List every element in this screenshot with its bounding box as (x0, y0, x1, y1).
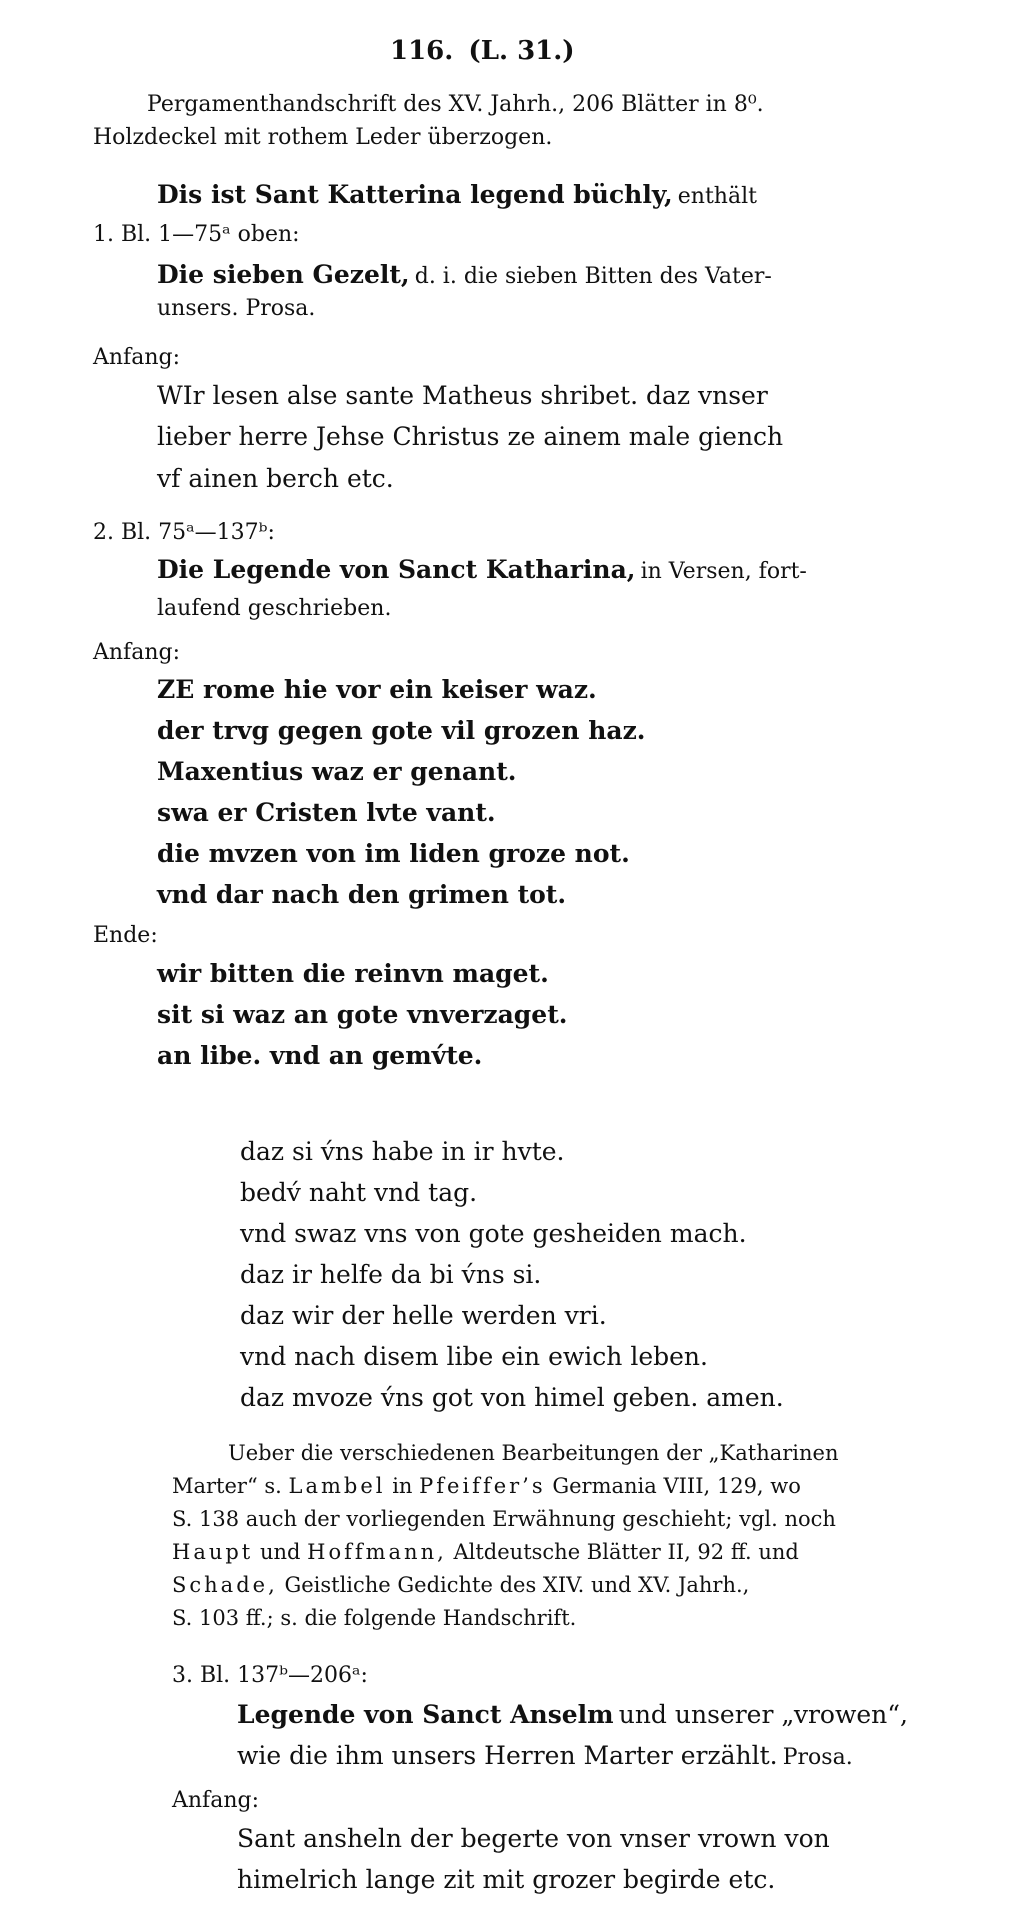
note-line-4 (172, 1542, 799, 1563)
section2-title-bold: Die Legende von Sanct Katharina, (157, 555, 636, 584)
section2-anfang-line: die mvzen von im liden groze not. (157, 839, 630, 868)
section1-ref: 1. Bl. 1—75ᵃ oben: (93, 222, 300, 247)
section2-anfang-line: Maxentius waz er genant. (157, 757, 517, 786)
note-text: Altdeutsche Blätter II, 92 ff. und (453, 1540, 799, 1564)
note-text: Marter“ s. (172, 1474, 282, 1498)
intro-line-2: Holzdeckel mit rothem Leder überzogen. (93, 125, 553, 150)
note-text: Germania VIII, 129, wo (552, 1474, 801, 1498)
page-number: 116. (390, 36, 454, 66)
note-text: Geistliche Gedichte des XIV. und XV. Jahrh., (284, 1573, 750, 1597)
section2-title (157, 557, 807, 583)
heading-bold: Dis ist Sant Katterina legend büchly, (157, 180, 673, 209)
note-line-5 (172, 1575, 749, 1596)
section2-title-line2: laufend geschrieben. (157, 596, 392, 621)
note-line-6: S. 103 ff.; s. die folgende Handschrift. (172, 1606, 577, 1630)
section1-anfang-label: Anfang: (93, 345, 180, 370)
section2-ende-line: wir bitten die reinvn maget. (157, 959, 549, 988)
intro-line-1: Pergamenthandschrift des XV. Jahrh., 206 Blätter in 8⁰. (147, 92, 764, 117)
note-author: Hoffmann, (307, 1540, 447, 1564)
section2-title-rest: in Versen, fort- (640, 559, 807, 584)
section2-anfang-line: ZE rome hie vor ein keiser waz. (157, 675, 597, 704)
section3-title-line2-prosa: Prosa. (782, 1745, 853, 1770)
section2-anfang-line: der trvg gegen gote vil grozen haz. (157, 716, 646, 745)
section1-title-line2: unsers. Prosa. (157, 296, 316, 321)
section1-title-rest: d. i. die sieben Bitten des Vater- (414, 264, 772, 289)
section1-anfang-line: WIr lesen alse sante Matheus shribet. daz vnser (157, 381, 768, 410)
note-line-1: Ueber die verschiedenen Bearbeitungen der „Katharinen (228, 1441, 839, 1465)
section2-anfang-line: swa er Cristen lvte vant. (157, 798, 496, 827)
section2-ende-label: Ende: (93, 923, 158, 948)
note-author: Schade, (172, 1573, 278, 1597)
section2-ende-line: an libe. vnd an gemv́te. (157, 1041, 483, 1070)
note-author: Pfeiffer’s (419, 1474, 546, 1498)
note-author: Lambel (288, 1474, 386, 1498)
section3-title-line2 (237, 1743, 853, 1769)
section3-title-line2-text: wie die ihm unsers Herren Marter erzählt. (237, 1741, 778, 1770)
section3-ref: 3. Bl. 137ᵇ—206ᵃ: (172, 1663, 368, 1688)
section2-continuation-line: bedv́ naht vnd tag. (240, 1178, 478, 1207)
section2-continuation-line: daz ir helfe da bi v́ns si. (240, 1260, 542, 1289)
section1-anfang-line: lieber herre Jehse Christus ze ainem male giench (157, 422, 784, 451)
section2-ende-line: sit si waz an gote vnverzaget. (157, 1000, 568, 1029)
section3-title (237, 1702, 908, 1727)
heading-rest: enthält (677, 184, 757, 209)
section2-ref: 2. Bl. 75ᵃ—137ᵇ: (93, 520, 275, 545)
section3-title-rest: und unserer „vrowen“, (618, 1700, 909, 1729)
section3-anfang-label: Anfang: (172, 1788, 259, 1813)
section2-continuation-line: vnd nach disem libe ein ewich leben. (240, 1342, 708, 1371)
shelf-mark: (L. 31.) (468, 36, 575, 66)
section2-continuation-line: vnd swaz vns von gote gesheiden mach. (240, 1219, 747, 1248)
section3-anfang-line: Sant ansheln der begerte von vnser vrown von (237, 1824, 830, 1853)
section1-title-bold: Die sieben Gezelt, (157, 260, 410, 289)
section2-continuation-line: daz mvoze v́ns got von himel geben. amen. (240, 1383, 784, 1412)
note-line-3: S. 138 auch der vorliegenden Erwähnung geschieht; vgl. noch (172, 1507, 836, 1531)
note-text: in (392, 1474, 413, 1498)
note-author: Haupt (172, 1540, 254, 1564)
note-line-2 (172, 1476, 801, 1497)
section1-title (157, 262, 772, 288)
section3-title-bold: Legende von Sanct Anselm (237, 1700, 614, 1729)
page-header (390, 38, 575, 64)
section2-continuation-line: daz si v́ns habe in ir hvte. (240, 1137, 565, 1166)
manuscript-heading (157, 182, 757, 208)
section3-anfang-line: himelrich lange zit mit grozer begirde etc. (237, 1865, 776, 1894)
section1-anfang-line: vf ainen berch etc. (157, 464, 394, 493)
section2-anfang-label: Anfang: (93, 640, 180, 665)
section2-anfang-line: vnd dar nach den grimen tot. (157, 880, 567, 909)
section2-continuation-line: daz wir der helle werden vri. (240, 1301, 607, 1330)
note-text: und (259, 1540, 301, 1564)
